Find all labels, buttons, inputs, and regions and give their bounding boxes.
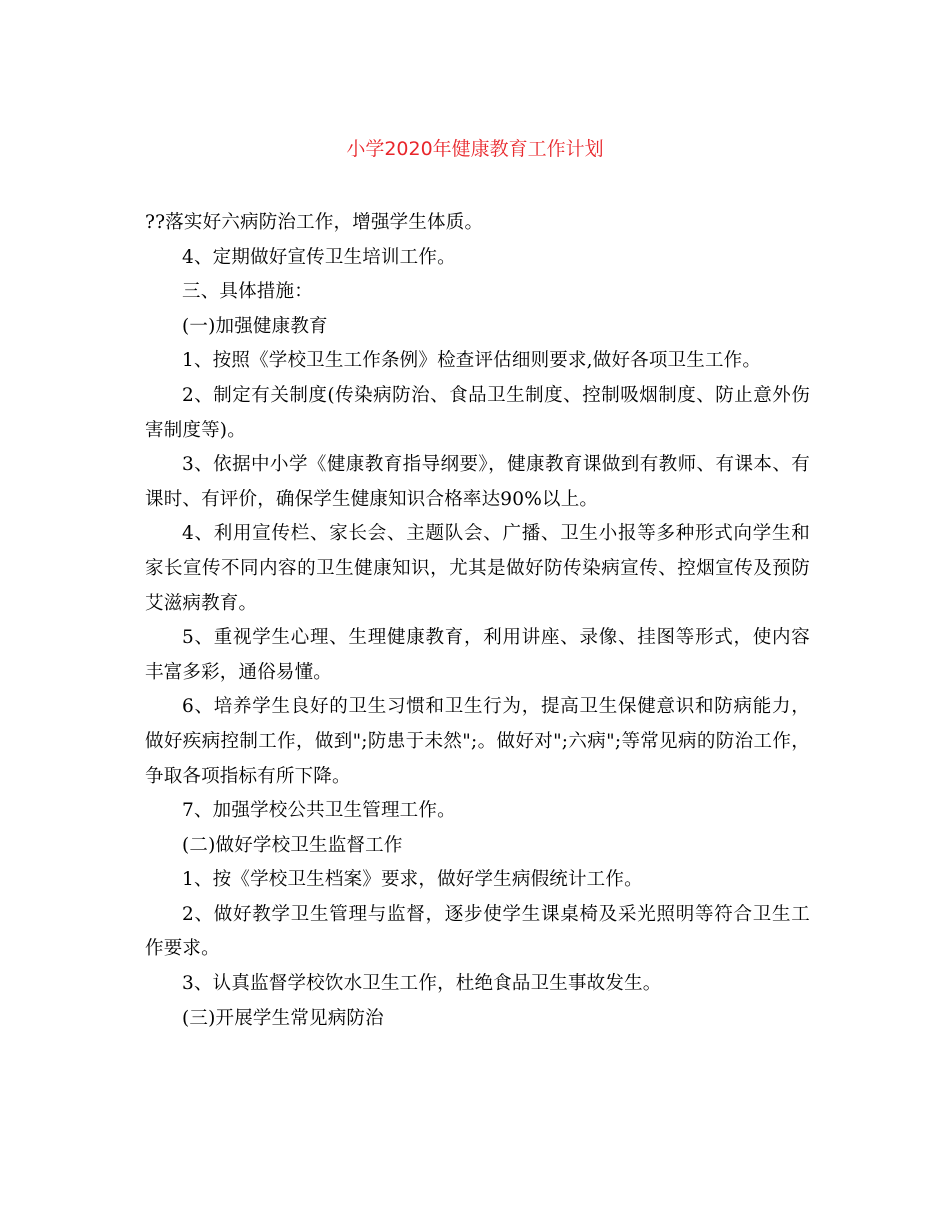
- paragraph-9: 5、重视学生心理、生理健康教育，利用讲座、录像、挂图等形式，使内容丰富多彩，通俗易懂。: [145, 627, 810, 683]
- paragraph-10: 6、培养学生良好的卫生习惯和卫生行为，提高卫生保健意识和防病能力，做好疾病控制工作，做到";防患于未然";。做好对";六病";等常见病的防治工作，争取各项指标有所下降。: [145, 696, 810, 787]
- paragraph-13: 1、按《学校卫生档案》要求，做好学生病假统计工作。: [182, 869, 643, 891]
- paragraph-2: 4、定期做好宣传卫生培训工作。: [182, 246, 456, 268]
- paragraph-1: ??落实好六病防治工作，增强学生体质。: [145, 212, 484, 233]
- paragraph-8: 4、利用宣传栏、家长会、主题队会、广播、卫生小报等多种形式向学生和家长宣传不同内容的卫生健康知识，尤其是做好防传染病宣传、控烟宣传及预防艾滋病教育。: [145, 523, 810, 614]
- paragraph-11: 7、加强学校公共卫生管理工作。: [182, 800, 456, 822]
- paragraph-15: 3、认真监督学校饮水卫生工作，杜绝食品卫生事故发生。: [182, 973, 662, 995]
- section-heading-3: 三、具体措施：: [182, 281, 313, 303]
- paragraph-7: 3、依据中小学《健康教育指导纲要》，健康教育课做到有教师、有课本、有课时、有评价，确保学生健康知识合格率达90%以上。: [145, 454, 810, 510]
- paragraph-5: 1、按照《学校卫生工作条例》检查评估细则要求,做好各项卫生工作。: [182, 350, 762, 372]
- paragraph-14: 2、做好教学卫生管理与监督，逐步使学生课桌椅及采光照明等符合卫生工作要求。: [145, 903, 810, 960]
- document-body: [145, 206, 810, 1036]
- subsection-heading-1: (一)加强健康教育: [182, 315, 328, 337]
- document-title: 小学2020年健康教育工作计划: [346, 138, 604, 160]
- subsection-heading-3: (三)开展学生常见病防治: [182, 1007, 384, 1029]
- paragraph-6: 2、制定有关制度(传染病防治、食品卫生制度、控制吸烟制度、防止意外伤害制度等)。: [145, 384, 810, 441]
- subsection-heading-2: (二)做好学校卫生监督工作: [182, 834, 403, 856]
